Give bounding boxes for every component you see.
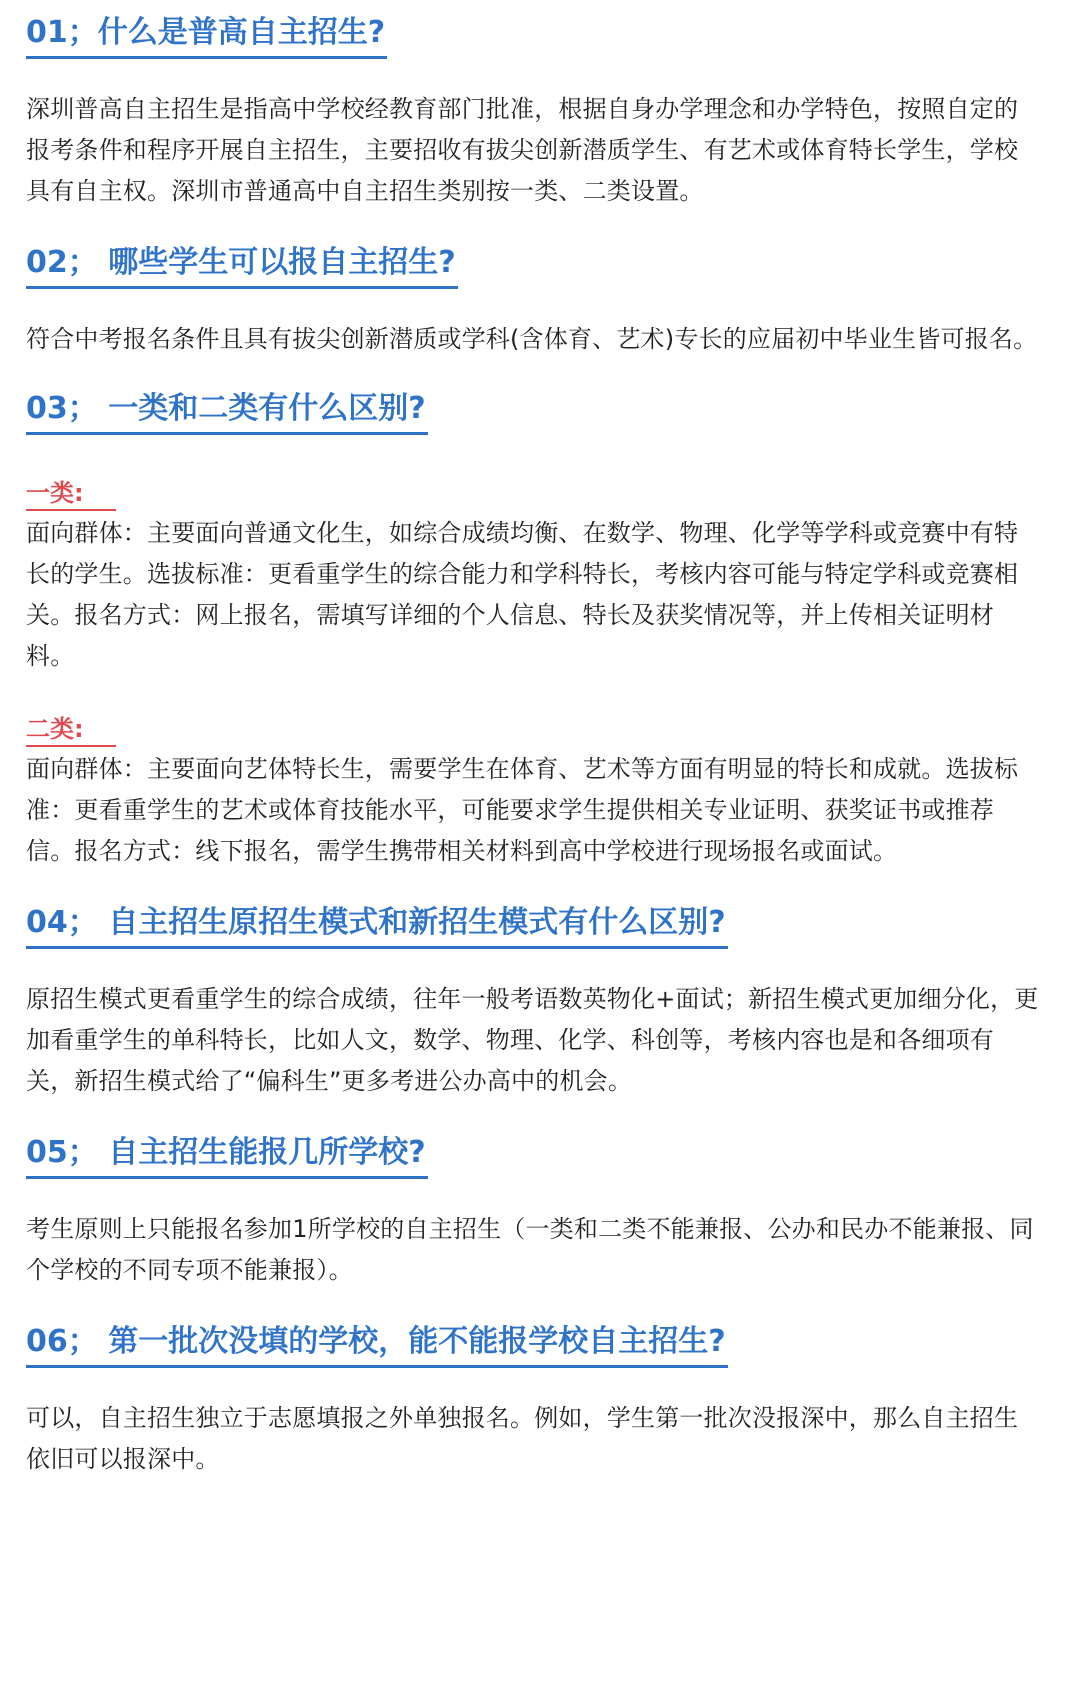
section-paragraph-02: 符合中考报名条件且具有拔尖创新潜质或学科(含体育、艺术)专长的应届初中毕业生皆可报名。 bbox=[26, 325, 1038, 353]
category-1-description: 面向群体：主要面向普通文化生，如综合成绩均衡、在数学、物理、化学等学科或竞赛中有特长的学生。选拔标准：更看重学生的综合能力和学科特长，考核内容可能与特定学科或竞赛相关。报名方式：网上报名，需填写详细的个人信息、特长及获奖情况等，并上传相关证明材料。 bbox=[26, 519, 1019, 670]
faq-section-06 bbox=[26, 1321, 1042, 1480]
faq-section-03 bbox=[26, 388, 1042, 872]
section-heading-02: 02； 哪些学生可以报自主招生? bbox=[26, 242, 458, 289]
faq-section-02 bbox=[26, 242, 1042, 360]
section-paragraph-01: 深圳普高自主招生是指高中学校经教育部门批准，根据自身办学理念和办学特色，按照自定的报考条件和程序开展自主招生，主要招收有拔尖创新潜质学生、有艺术或体育特长学生，学校具有自主权。深圳市普通高中自主招生类别按一类、二类设置。 bbox=[26, 95, 1019, 205]
faq-section-04 bbox=[26, 902, 1042, 1102]
section-heading-01: 01；什么是普高自主招生? bbox=[26, 12, 387, 59]
category-2-description: 面向群体：主要面向艺体特长生，需要学生在体育、艺术等方面有明显的特长和成就。选拔标准：更看重学生的艺术或体育技能水平，可能要求学生提供相关专业证明、获奖证书或推荐信。报名方式：线下报名，需学生携带相关材料到高中学校进行现场报名或面试。 bbox=[26, 755, 1019, 865]
section-heading-04: 04； 自主招生原招生模式和新招生模式有什么区别? bbox=[26, 902, 728, 949]
section-paragraph-05: 考生原则上只能报名参加1所学校的自主招生（一类和二类不能兼报、公办和民办不能兼报、同个学校的不同专项不能兼报）。 bbox=[26, 1215, 1034, 1284]
section-heading-03: 03； 一类和二类有什么区别? bbox=[26, 388, 428, 435]
section-paragraph-04: 原招生模式更看重学生的综合成绩，往年一般考语数英物化+面试；新招生模式更加细分化，更加看重学生的单科特长，比如人文，数学、物理、化学、科创等，考核内容也是和各细项有关，新招生模式给了“偏科生”更多考进公办高中的机会。 bbox=[26, 985, 1039, 1095]
faq-section-01 bbox=[26, 12, 1042, 212]
faq-section-05 bbox=[26, 1132, 1042, 1291]
section-heading-06: 06； 第一批次没填的学校，能不能报学校自主招生? bbox=[26, 1321, 728, 1368]
subheading-category-1: 一类: bbox=[26, 477, 116, 511]
section-heading-05: 05； 自主招生能报几所学校? bbox=[26, 1132, 428, 1179]
subheading-category-2: 二类: bbox=[26, 713, 116, 747]
section-paragraph-06: 可以，自主招生独立于志愿填报之外单独报名。例如，学生第一批次没报深中，那么自主招生依旧可以报深中。 bbox=[26, 1404, 1019, 1473]
